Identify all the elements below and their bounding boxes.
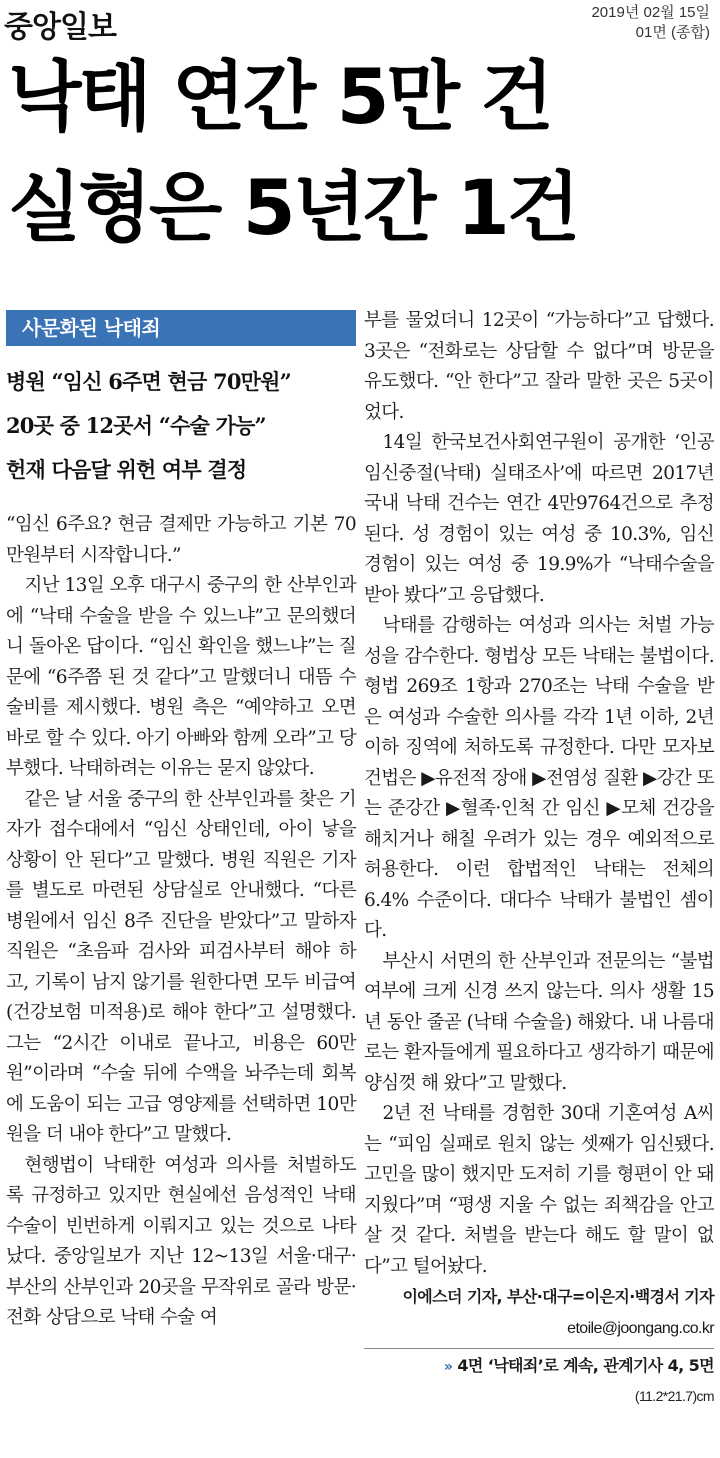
article-column-right xyxy=(364,306,714,1408)
byline: 이에스더 기자, 부산·대구=이은지·백경서 기자 xyxy=(402,1287,714,1306)
article-paragraph: “임신 6주요? 현금 결제만 가능하고 기본 70만원부터 시작합니다.” xyxy=(6,514,356,566)
subhead-2: 20곳 중 12곳서 “수술 가능” xyxy=(6,413,266,438)
page-section: 01면 (종합) xyxy=(635,24,710,41)
continuation-text: 4면 ‘낙태죄’로 계속, 관계기사 4, 5면 xyxy=(457,1356,714,1375)
article-paragraph: 같은 날 서울 중구의 한 산부인과를 찾은 기자가 접수대에서 “임신 상태인데, 아이 낳을 상황이 안 된다”고 말했다. 병원 직원은 기자를 별도로 마련된 상담실로 안내했다. “다른 병원에서 임신 8주 진단을 받았다”고 말하자 직원은 “초음파 검사와 피검사부터 해야 하고, 기록이 남지 않기를 원한다면 모두 비급여(건강보험 미적용)로 해야 한다”고 설명했다. 그는 “2시간 이내로 끝나고, 비용은 60만원”이라며 “수술 뒤에 수액을 놔주는데 회복에 도움이 되는 고급 영양제를 선택하면 10만원을 더 내야 한다”고 말했다. xyxy=(6,788,356,1145)
headline-line-1: 낙태 연간 5만 건 xyxy=(8,52,551,141)
article-paragraph: 지난 13일 오후 대구시 중구의 한 산부인과에 “낙태 수술을 받을 수 있느냐”고 문의했더니 돌아온 답이다. “임신 확인을 했느냐”는 질문에 “6주쯤 된 것 같다”고 말했더니 대뜸 수술비를 제시했다. 병원 측은 “예약하고 오면 바로 할 수 있다. 아기 아빠와 함께 오라”고 당부했다. 낙태하려는 이유는 묻지 않았다. xyxy=(6,575,356,779)
subhead-1: 병원 “임신 6주면 현금 70만원” xyxy=(6,369,291,394)
article-paragraph: 부산시 서면의 한 산부인과 전문의는 “불법 여부에 크게 신경 쓰지 않는다. 의사 생활 15년 동안 줄곧 (낙태 수술을) 해왔다. 내 나름대로는 환자들에게 필요하다고 생각하기 때문에 양심껏 해 왔다”고 말했다. xyxy=(364,950,714,1094)
article-paragraph: 낙태를 감행하는 여성과 의사는 처벌 가능성을 감수한다. 형법상 모든 낙태는 불법이다. 형법 269조 1항과 270조는 낙태 수술을 받은 여성과 수술한 의사를 각각 1년 이하, 2년 이하 징역에 처하도록 규정한다. 다만 모자보건법은 ▶유전적 장애 ▶전염성 질환 ▶강간 또는 준강간 ▶혈족·인척 간 임신 ▶모체 건강을 해치거나 해칠 우려가 있는 경우 예외적으로 허용한다. 이런 합법적인 낙태는 전체의 6.4% 수준이다. 대다수 낙태가 불법인 셈이다. xyxy=(364,615,714,941)
article-paragraph: 14일 한국보건사회연구원이 공개한 ‘인공임신중절(낙태) 실태조사’에 따르면 2017년 국내 낙태 건수는 연간 4만9764건으로 추정된다. 성 경험이 있는 여성 중 10.3%, 임신 경험이 있는 여성 중 19.9%가 “낙태수술을 받아 봤다”고 응답했다. xyxy=(364,432,714,606)
article-paragraph: 현행법이 낙태한 여성과 의사를 처벌하도록 규정하고 있지만 현실에선 음성적인 낙태 수술이 빈번하게 이뤄지고 있는 것으로 나타났다. 중앙일보가 지난 12~13일 서울·대구·부산의 산부인과 20곳을 무작위로 골라 방문·전화 상담으로 낙태 수술 여 xyxy=(6,1154,356,1328)
article-paragraph: 2년 전 낙태를 경험한 30대 기혼여성 A씨는 “피임 실패로 원치 않는 셋째가 임신됐다. 고민을 많이 했지만 도저히 기를 형편이 안 돼 지웠다”며 “평생 지울 수 없는 죄책감을 안고 살 것 같다. 처벌을 받는다 해도 할 말이 없다”고 털어놨다. xyxy=(364,1103,714,1277)
section-label: 사문화된 낙태죄 xyxy=(6,310,356,346)
newspaper-name: 중앙일보 xyxy=(4,10,116,45)
subhead-3: 헌재 다음달 위헌 여부 결정 xyxy=(6,457,247,482)
headline-line-2: 실형은 5년간 1건 xyxy=(8,163,578,252)
issue-meta xyxy=(591,3,710,43)
double-chevron-icon: » xyxy=(443,1359,453,1375)
reporter-email: etoile@joongang.co.kr xyxy=(567,1320,714,1337)
article-paragraph: 부를 물었더니 12곳이 “가능하다”고 답했다. 3곳은 “전화로는 상담할 수 없다”며 방문을 유도했다. “안 한다”고 잘라 말한 곳은 5곳이었다. xyxy=(364,310,714,423)
continuation-note xyxy=(364,1348,714,1384)
issue-date: 2019년 02월 15일 xyxy=(591,4,710,21)
article-size: (11.2*21.7)cm xyxy=(634,1388,714,1404)
article-column-left xyxy=(6,306,356,1334)
